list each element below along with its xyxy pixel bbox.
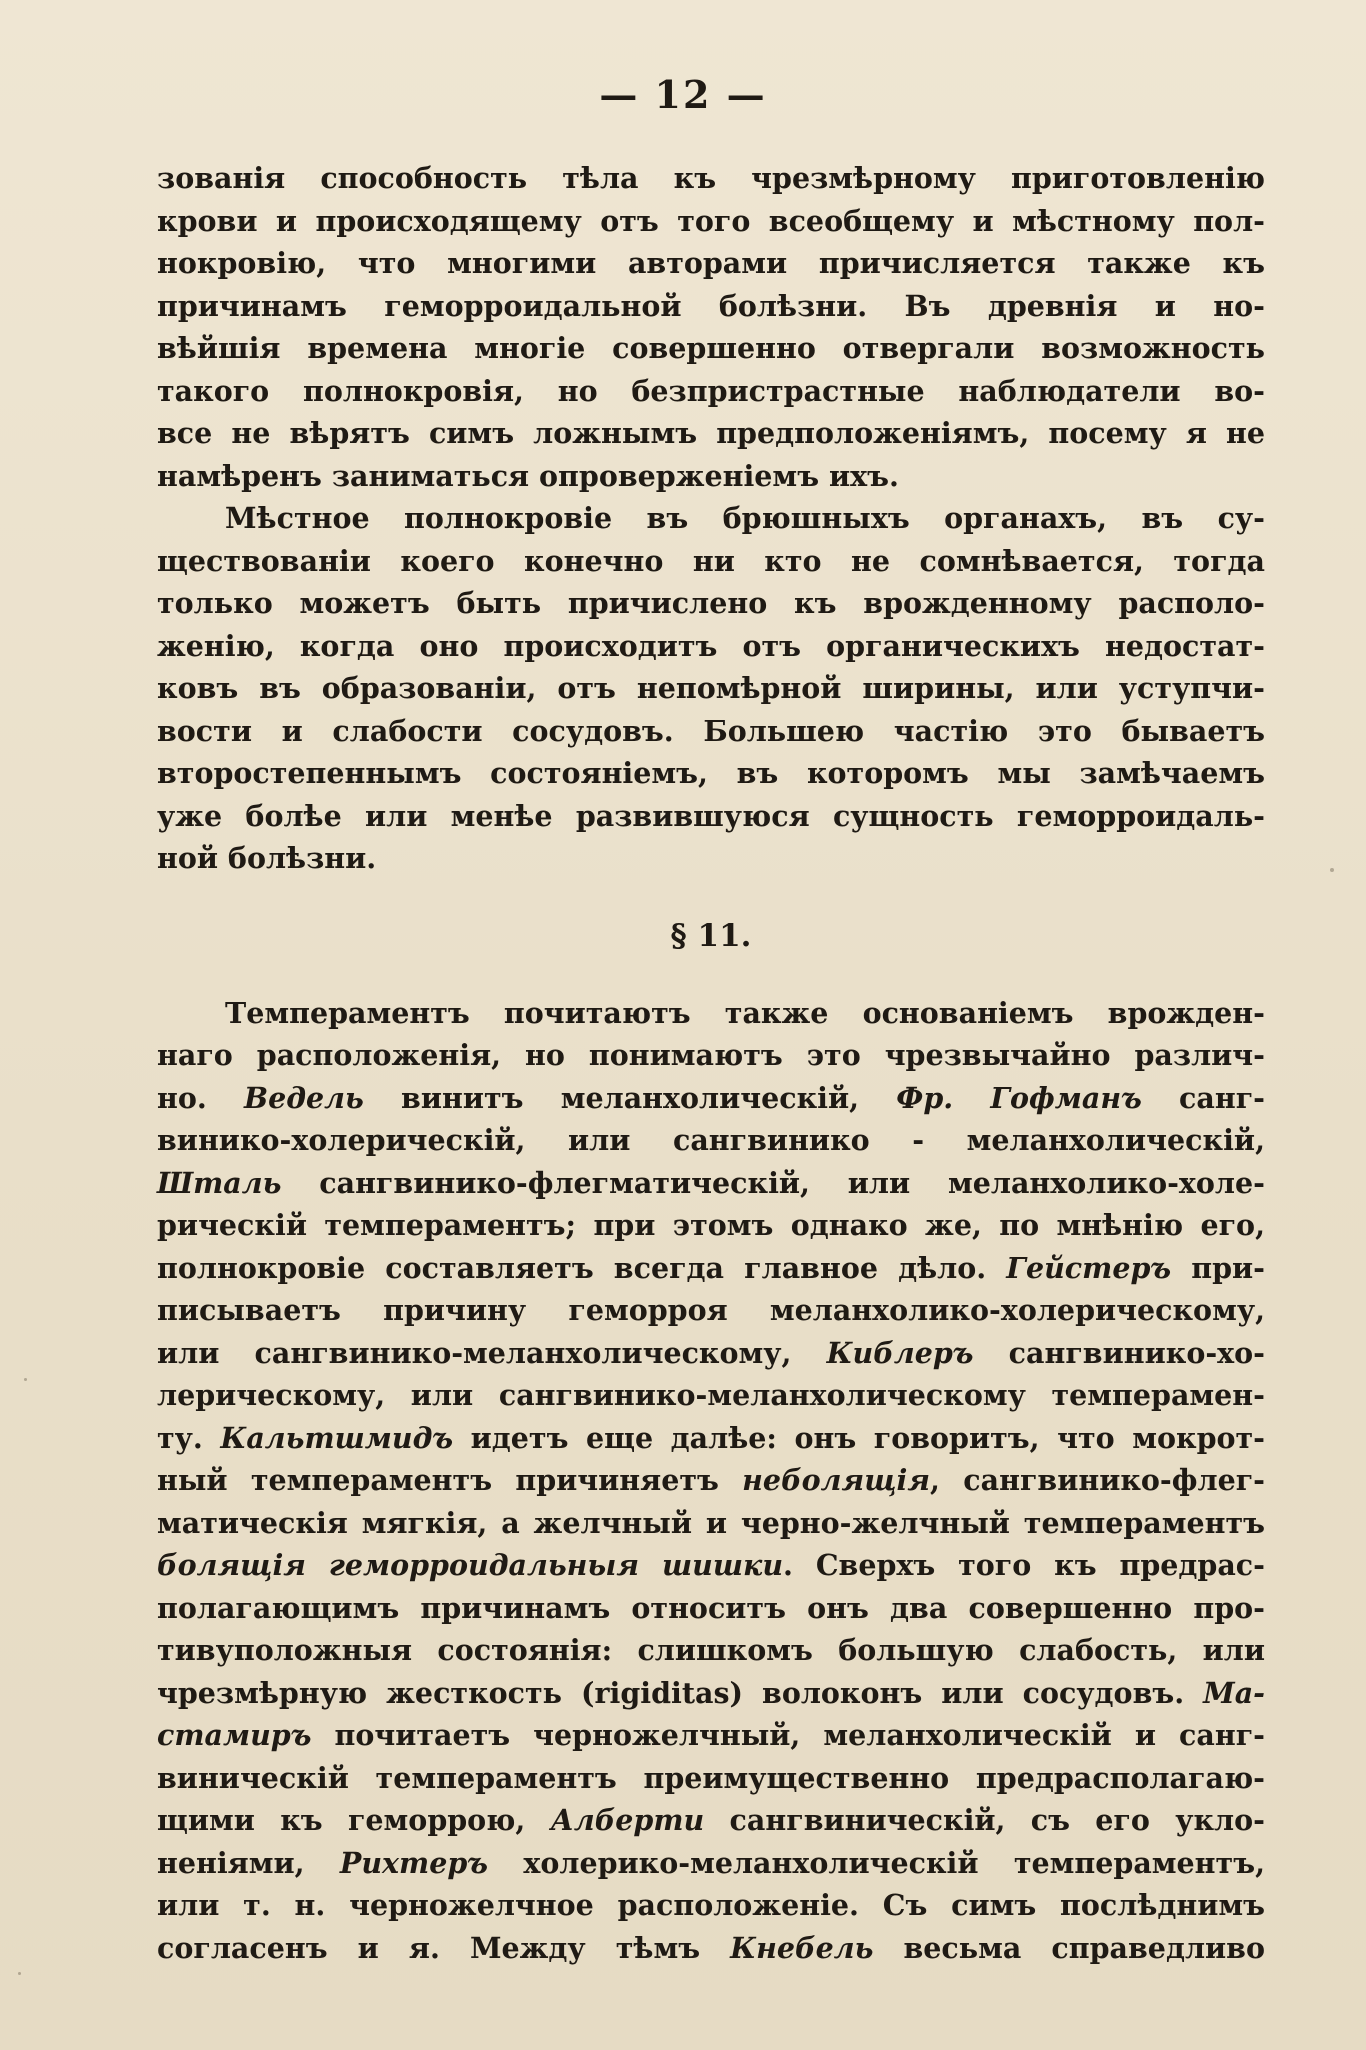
page-number: — 12 — bbox=[599, 72, 767, 117]
text-segment: ту. bbox=[157, 1420, 221, 1455]
text-segment: Мѣстное полнокровіе въ брюшныхъ органахъ, въ су- bbox=[225, 501, 1265, 535]
text-line bbox=[157, 1332, 1265, 1375]
text-segment: вѣйшія времена многіе совершенно отвергали возможность bbox=[157, 331, 1265, 365]
italic-name: Ма- bbox=[1203, 1675, 1265, 1710]
text-segment: только можетъ быть причислено къ врожденному располо- bbox=[157, 586, 1265, 620]
section-heading bbox=[157, 880, 1265, 992]
paper-speck bbox=[24, 1378, 27, 1381]
text-segment: сангвиническій, съ его укло- bbox=[704, 1803, 1265, 1837]
text-segment: рическій темпераментъ; при этомъ однако же, по мнѣнію его, bbox=[157, 1208, 1265, 1242]
text-segment: сангвинико-хо- bbox=[973, 1335, 1265, 1370]
text-segment: винитъ меланхолическій, bbox=[363, 1080, 897, 1115]
text-line bbox=[157, 795, 1265, 838]
text-segment: тивуположныя состоянія: слишкомъ большую слабость, или bbox=[157, 1633, 1265, 1667]
text-line bbox=[157, 1459, 1265, 1502]
text-line bbox=[157, 1884, 1265, 1927]
text-segment: вости и слабости сосудовъ. Большею частію это бываетъ bbox=[157, 713, 1265, 748]
text-segment: винико-холерическій, или сангвинико - меланхолическій, bbox=[157, 1123, 1265, 1157]
text-line bbox=[157, 1714, 1265, 1757]
italic-name: Рихтеръ bbox=[339, 1845, 488, 1880]
text-line bbox=[157, 1757, 1265, 1800]
text-line bbox=[157, 242, 1265, 285]
text-line bbox=[157, 455, 1265, 498]
text-segment: ковъ въ образованіи, отъ непомѣрной ширины, или уступчи- bbox=[157, 671, 1265, 705]
text-segment: идетъ еще далѣе: онъ говоритъ, что мокрот- bbox=[453, 1420, 1265, 1455]
text-line bbox=[157, 1544, 1265, 1587]
text-line bbox=[157, 710, 1265, 753]
text-segment: § 11. bbox=[670, 917, 752, 954]
text-segment: второстепеннымъ состояніемъ, въ которомъ мы замѣчаемъ bbox=[157, 756, 1265, 790]
text-line bbox=[157, 1289, 1265, 1332]
text-segment: полагающимъ причинамъ относитъ онъ два совершенно про- bbox=[157, 1590, 1265, 1625]
text-line bbox=[157, 1162, 1265, 1205]
text-segment: санг- bbox=[1141, 1080, 1266, 1115]
italic-name: Кальтшмидъ bbox=[220, 1420, 454, 1455]
text-line bbox=[157, 1077, 1265, 1120]
text-segment: чрезмѣрную жесткость (rigiditas) волоконъ или сосудовъ. bbox=[157, 1675, 1204, 1710]
text-line bbox=[157, 837, 1265, 880]
text-segment: почитаетъ черножелчный, меланхолическій и санг- bbox=[311, 1718, 1265, 1752]
italic-name: болящія геморроидальныя шишки bbox=[157, 1548, 784, 1582]
text-line bbox=[157, 1502, 1265, 1545]
italic-name: стамиръ bbox=[157, 1718, 312, 1752]
text-segment: холерико-меланхолическій темпераментъ, bbox=[488, 1845, 1265, 1880]
italic-name: неболящія bbox=[742, 1463, 931, 1497]
italic-name: Фр. Гофманъ bbox=[896, 1080, 1142, 1115]
text-segment: сангвинико-флегматическій, или меланхолико-холе- bbox=[281, 1165, 1265, 1200]
text-segment: ный темпераментъ причиняетъ bbox=[157, 1463, 743, 1497]
text-segment: наго расположенія, но понимаютъ это чрезвычайно различ- bbox=[157, 1038, 1265, 1072]
text-line bbox=[157, 1927, 1265, 1970]
text-line bbox=[157, 1417, 1265, 1460]
page-body-text bbox=[157, 157, 1265, 1969]
text-segment: . Сверхъ того къ предрас- bbox=[783, 1548, 1265, 1582]
text-segment: но. bbox=[157, 1080, 244, 1115]
text-segment: , сангвинико-флег- bbox=[930, 1463, 1265, 1497]
text-segment: или сангвинико-меланхолическому, bbox=[157, 1335, 827, 1370]
text-segment: нокровію, что многими авторами причисляется также къ bbox=[157, 246, 1265, 280]
text-segment: неніями, bbox=[157, 1845, 340, 1880]
text-line bbox=[157, 1204, 1265, 1247]
text-line bbox=[157, 497, 1265, 540]
text-line bbox=[157, 625, 1265, 668]
text-line bbox=[157, 582, 1265, 625]
text-segment: матическія мягкія, а желчный и черно-желчный темпераментъ bbox=[157, 1505, 1265, 1540]
text-line bbox=[157, 1119, 1265, 1162]
text-line bbox=[157, 327, 1265, 370]
text-segment: виническій темпераментъ преимущественно предрасполагаю- bbox=[157, 1760, 1265, 1795]
text-line bbox=[157, 412, 1265, 455]
text-line bbox=[157, 285, 1265, 328]
italic-name: Алберти bbox=[550, 1803, 705, 1837]
text-segment: ной болѣзни. bbox=[157, 841, 377, 875]
paper-speck bbox=[1330, 868, 1334, 872]
text-segment: причинамъ геморроидальной болѣзни. Въ древнія и но- bbox=[157, 288, 1265, 323]
text-segment: зованія способность тѣла къ чрезмѣрному приготовленію bbox=[157, 161, 1265, 195]
text-segment: все не вѣрятъ симъ ложнымъ предположеніямъ, посему я не bbox=[157, 416, 1265, 450]
text-segment: крови и происходящему отъ того всеобщему и мѣстному пол- bbox=[157, 203, 1265, 238]
text-line bbox=[157, 992, 1265, 1035]
text-segment: женію, когда оно происходитъ отъ органическихъ недостат- bbox=[157, 628, 1265, 663]
text-segment: лерическому, или сангвинико-меланхолическому темперамен- bbox=[157, 1378, 1265, 1412]
text-segment: при- bbox=[1171, 1250, 1265, 1285]
text-segment: весьма справедливо bbox=[873, 1930, 1265, 1965]
text-line bbox=[157, 1842, 1265, 1885]
text-line bbox=[157, 540, 1265, 583]
text-line bbox=[157, 157, 1265, 200]
italic-name: Гейстеръ bbox=[1006, 1250, 1172, 1285]
text-segment: Темпераментъ почитаютъ также основаніемъ врожден- bbox=[225, 995, 1265, 1030]
text-segment: ществованіи коего конечно ни кто не сомнѣвается, тогда bbox=[157, 543, 1265, 578]
text-segment: полнокровіе составляетъ всегда главное дѣло. bbox=[157, 1250, 1007, 1285]
text-line bbox=[157, 200, 1265, 243]
text-line bbox=[157, 752, 1265, 795]
text-line bbox=[157, 1587, 1265, 1630]
italic-name: Киблеръ bbox=[826, 1335, 974, 1370]
text-line bbox=[157, 1629, 1265, 1672]
text-segment: уже болѣе или менѣе развившуюся сущность геморроидаль- bbox=[157, 798, 1265, 833]
text-line bbox=[157, 370, 1265, 413]
text-line bbox=[157, 1247, 1265, 1290]
text-segment: щими къ геморрою, bbox=[157, 1803, 551, 1837]
text-line bbox=[157, 1672, 1265, 1715]
text-line bbox=[157, 1799, 1265, 1842]
italic-name: Шталь bbox=[157, 1165, 282, 1200]
text-segment: писываетъ причину геморроя меланхолико-холерическому, bbox=[157, 1293, 1265, 1327]
italic-name: Ведель bbox=[244, 1080, 364, 1115]
text-line bbox=[157, 1034, 1265, 1077]
text-segment: согласенъ и я. Между тѣмъ bbox=[157, 1930, 731, 1965]
text-segment: намѣренъ заниматься опроверженіемъ ихъ. bbox=[157, 458, 899, 493]
paper-speck bbox=[18, 1972, 21, 1975]
text-line bbox=[157, 1374, 1265, 1417]
text-segment: такого полнокровія, но безпристрастные наблюдатели во- bbox=[157, 373, 1265, 408]
text-segment: или т. н. черножелчное расположеніе. Съ симъ послѣднимъ bbox=[157, 1888, 1265, 1922]
text-line bbox=[157, 667, 1265, 710]
italic-name: Кнебель bbox=[730, 1930, 874, 1965]
